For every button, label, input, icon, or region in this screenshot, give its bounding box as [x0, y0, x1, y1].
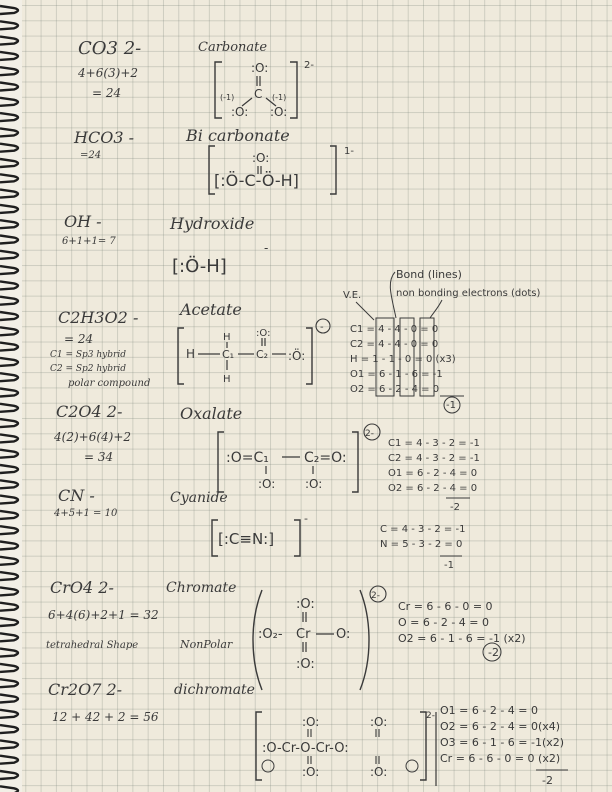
acetate-ve-total: = 24 — [64, 332, 94, 346]
cyanide-name: Cyanide — [170, 490, 228, 506]
chromate-formal-charges — [398, 600, 526, 645]
formal-charge-row: C1 = 4 - 4 - 0 = 0 — [350, 324, 439, 335]
svg-text::O:: :O: — [270, 105, 288, 119]
svg-text::O:: :O: — [251, 61, 269, 75]
svg-text:C₂: C₂ — [256, 348, 269, 361]
svg-text:C₁: C₁ — [222, 348, 235, 361]
carbonate-charge-right: (-1) — [272, 93, 287, 102]
oxalate-formal-charges — [388, 438, 480, 494]
acetate-fc-total: -1 — [446, 400, 456, 411]
formal-charge-row: O1 = 6 - 2 - 4 = 0 — [388, 468, 478, 479]
carbonate-ve-sum: 4+6(3)+2 — [78, 66, 139, 80]
formal-charge-row: O2 = 6 - 2 - 4 = 0 — [350, 384, 440, 395]
nonbond-arrow — [430, 300, 442, 318]
ve-arrow — [356, 302, 374, 320]
svg-text:H: H — [186, 347, 196, 361]
svg-text::O:: :O: — [302, 765, 320, 779]
bicarbonate-formula: HCO3 - — [74, 128, 134, 147]
formal-charge-row: H = 1 - 1 - 0 = 0 (x3) — [350, 354, 456, 365]
formal-charge-row: Cr = 6 - 6 - 0 = 0 — [398, 600, 493, 613]
svg-text::O:: :O: — [370, 715, 388, 729]
svg-text:C₂=O:: C₂=O: — [304, 450, 347, 466]
hydroxide-ve-total: 6+1+1= 7 — [62, 236, 116, 247]
bicarbonate-charge: 1- — [344, 146, 354, 157]
acetate-c1-hybrid: C1 = Sp3 hybrid — [50, 350, 126, 360]
cyanide-structure-text: [:C≡N:] — [218, 530, 275, 548]
svg-text::O:: :O: — [305, 477, 323, 491]
svg-text::O:: :O: — [296, 657, 315, 672]
dichromate-ve-total: 12 + 42 + 2 = 56 — [52, 710, 159, 724]
oxalate-name: Oxalate — [180, 404, 243, 423]
oxalate-structure — [218, 424, 380, 492]
svg-text::O:: :O: — [252, 151, 270, 165]
formal-charge-row: C2 = 4 - 4 - 0 = 0 — [350, 339, 439, 350]
hydroxide-name: Hydroxide — [170, 214, 255, 233]
bicarbonate-name: Bi carbonate — [186, 126, 290, 145]
svg-text::O:: :O: — [256, 328, 271, 339]
svg-text::Ö:: :Ö: — [288, 349, 306, 363]
chromate-name: Chromate — [166, 580, 237, 596]
svg-text:H: H — [223, 332, 231, 343]
carbonate-structure — [215, 61, 297, 119]
acetate-formal-charges — [350, 324, 456, 395]
formal-charge-row: N = 5 - 3 - 2 = 0 — [380, 539, 463, 550]
acetate-name: Acetate — [180, 300, 242, 319]
formal-charge-row: C = 4 - 3 - 2 = -1 — [380, 524, 466, 535]
formal-charge-row: Cr = 6 - 6 - 0 = 0 (x2) — [440, 752, 561, 765]
hydroxide-charge: - — [264, 241, 269, 255]
dichromate-formula: Cr2O7 2- — [48, 680, 123, 699]
formal-charge-row: C2 = 4 - 3 - 2 = -1 — [388, 453, 480, 464]
chromate-shape: tetrahedral Shape — [46, 640, 139, 651]
oxalate-ve-total: = 34 — [84, 450, 114, 464]
oxalate-charge: 2- — [365, 429, 374, 439]
bicarbonate-ve-total: =24 — [80, 150, 102, 161]
chromate-charge: 2- — [371, 591, 380, 601]
dichromate-name: dichromate — [174, 682, 255, 698]
svg-text:O:: O: — [336, 627, 351, 642]
bicarbonate-structure-text: [:Ö-C-Ö-H] — [214, 171, 299, 190]
svg-text::O:: :O: — [258, 477, 276, 491]
svg-text:H: H — [223, 374, 231, 385]
hydroxide-formula: OH - — [64, 212, 102, 231]
cyanide-fc-total: -1 — [444, 560, 454, 571]
svg-text::O:: :O: — [296, 597, 315, 612]
carbonate-name: Carbonate — [198, 40, 268, 55]
acetate-nonbond-label: non bonding electrons (dots) — [396, 288, 541, 299]
acetate-structure — [178, 319, 330, 385]
formal-charge-row: C1 = 4 - 3 - 2 = -1 — [388, 438, 480, 449]
svg-text::O=C₁: :O=C₁ — [226, 450, 269, 466]
acetate-charge: - — [320, 322, 324, 333]
oxalate-fc-total: -2 — [450, 502, 460, 513]
chromate-structure — [253, 586, 386, 690]
chromate-ve-total: 6+4(6)+2+1 = 32 — [48, 608, 159, 622]
dichromate-charge: 2- — [426, 711, 435, 721]
formal-charge-row: O2 = 6 - 2 - 4 = 0(x4) — [440, 720, 561, 733]
cyanide-formula: CN - — [58, 486, 95, 505]
oxalate-formula: C2O4 2- — [56, 402, 123, 421]
acetate-polar-note: polar compound — [68, 378, 151, 389]
chromate-fc-total: -2 — [488, 646, 499, 659]
formal-charge-row: O3 = 6 - 1 - 6 = -1(x2) — [440, 736, 565, 749]
acetate-ve-label: V.E. — [343, 290, 362, 301]
svg-text::O:: :O: — [231, 105, 249, 119]
carbonate-charge-left: (-1) — [220, 93, 235, 102]
svg-text::O-Cr-O-Cr-O:: :O-Cr-O-Cr-O: — [262, 741, 349, 756]
carbonate-ve-total: = 24 — [92, 86, 122, 100]
svg-text:Cr: Cr — [296, 627, 311, 642]
svg-text::O:: :O: — [370, 765, 388, 779]
chromate-polarity: NonPolar — [180, 638, 233, 651]
acetate-bond-label: Bond (lines) — [396, 268, 462, 281]
formal-charge-row: O2 = 6 - 1 - 6 = -1 (x2) — [398, 632, 526, 645]
svg-text::O:: :O: — [302, 715, 320, 729]
cyanide-formal-charges — [380, 524, 465, 550]
carbonate-formula: CO3 2- — [78, 38, 142, 59]
cyanide-charge: - — [304, 512, 308, 525]
formal-charge-row: O = 6 - 2 - 4 = 0 — [398, 616, 489, 629]
acetate-formula: C2H3O2 - — [58, 308, 139, 327]
acetate-c2-hybrid: C2 = Sp2 hybrid — [50, 364, 126, 374]
svg-text::O₂-: :O₂- — [258, 627, 283, 642]
dichromate-formal-charges — [440, 704, 564, 765]
formal-charge-row: O1 = 6 - 1 - 6 = -1 — [350, 369, 443, 380]
formal-charge-row: O1 = 6 - 2 - 4 = 0 — [440, 704, 538, 717]
carbonate-charge: 2- — [304, 60, 314, 71]
dichromate-structure — [256, 712, 436, 786]
oxalate-ve-sum: 4(2)+6(4)+2 — [54, 430, 132, 444]
formal-charge-row: O2 = 6 - 2 - 4 = 0 — [388, 483, 478, 494]
hydroxide-structure: [:Ö-H] — [172, 256, 227, 277]
cyanide-ve-total: 4+5+1 = 10 — [54, 508, 118, 519]
dichromate-fc-total: -2 — [542, 774, 553, 787]
svg-text:C: C — [254, 87, 263, 101]
chromate-formula: CrO4 2- — [50, 578, 114, 597]
